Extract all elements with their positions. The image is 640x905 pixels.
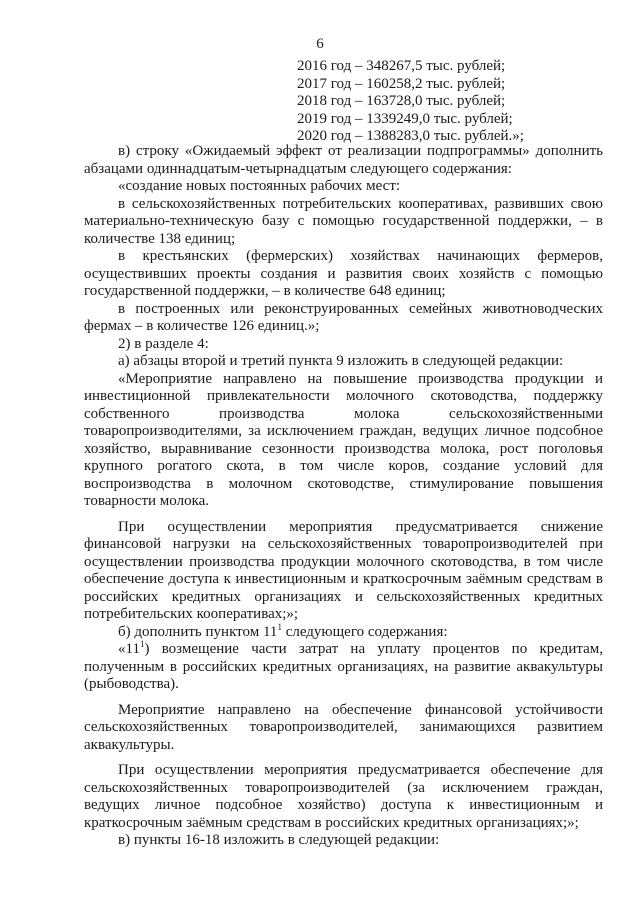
paragraph: в построенных или реконструированных семейных животноводческих фермах – в количестве 126 единиц.»; bbox=[84, 300, 603, 334]
paragraph: При осуществлении мероприятия предусматривается обеспечение для сельскохозяйственных товаропроизводителей (за исключением граждан, ведущих личное подсобное хозяйство) доступа к инвестиционным и краткосрочным заёмным средствам в российских кредитных организациях;»; bbox=[84, 762, 603, 831]
paragraph: «Мероприятие направлено на повышение производства продукции и инвестиционной привлекательности молочного скотоводства, поддержку собственного производства молока сельскохозяйственными товаропроизводителями, за исключением граждан, ведущих личное подсобное хозяйство, выравнивание сезонности производства молока, рост поголовья крупного рогатого скота, в том числе коров, создание условий для воспроизводства в молочном скотоводстве, стимулирование повышения товарности молока. bbox=[84, 370, 603, 509]
paragraph: 2) в разделе 4: bbox=[118, 335, 209, 352]
paragraph: «создание новых постоянных рабочих мест: bbox=[118, 178, 401, 194]
funding-year-2020: 2020 год – 1388283,0 тыс. рублей.»; bbox=[297, 128, 524, 144]
funding-year-2017: 2017 год – 160258,2 тыс. рублей; bbox=[297, 75, 506, 92]
paragraph: в) пункты 16-18 изложить в следующей редакции: bbox=[118, 832, 440, 848]
paragraph: в) строку «Ожидаемый эффект от реализации подпрограммы» дополнить абзацами одиннадцатым-четырнадцатым следующего содержания: bbox=[84, 143, 603, 177]
paragraph: Мероприятие направлено на обеспечение финансовой устойчивости сельскохозяйственных товаропроизводителей, занимающихся развитием аквакультуры. bbox=[84, 701, 603, 753]
funding-year-2018: 2018 год – 163728,0 тыс. рублей; bbox=[297, 93, 506, 109]
paragraph: «$11^1$) возмещение части затрат на уплату процентов по кредитам, полученным в российских кредитных организациях, на развитие аквакультуры (рыбоводства). bbox=[84, 639, 603, 692]
funding-by-year-list bbox=[297, 58, 524, 146]
paragraph: При осуществлении мероприятия предусматривается снижение финансовой нагрузки на сельскохозяйственных товаропроизводителей при осуществлении производства продукции молочного скотоводства, в том числе обеспечение доступа к инвестиционным и краткосрочным заёмным средствам в российских кредитных организациях и сельскохозяйственных кредитных потребительских кооперативах;»; bbox=[84, 518, 603, 622]
paragraph: в сельскохозяйственных потребительских кооперативах, развивших свою материально-техническую базу с помощью государственной поддержки, – в количестве 138 единиц; bbox=[84, 195, 603, 247]
funding-year-2019: 2019 год – 1339249,0 тыс. рублей; bbox=[297, 110, 513, 127]
paragraph: а) абзацы второй и третий пункта 9 изложить в следующей редакции: bbox=[118, 353, 564, 369]
page-number: 6 bbox=[316, 36, 324, 52]
paragraph: в крестьянских (фермерских) хозяйствах начинающих фермеров, осуществивших проекты создания и развития своих хозяйств с помощью государственной поддержки, – в количестве 648 единиц; bbox=[84, 248, 603, 299]
paragraph: б) дополнить пунктом $11^1$ следующего содержания: bbox=[118, 621, 448, 640]
funding-year-2016: 2016 год – 348267,5 тыс. рублей; bbox=[297, 58, 506, 74]
document-body bbox=[84, 143, 603, 850]
